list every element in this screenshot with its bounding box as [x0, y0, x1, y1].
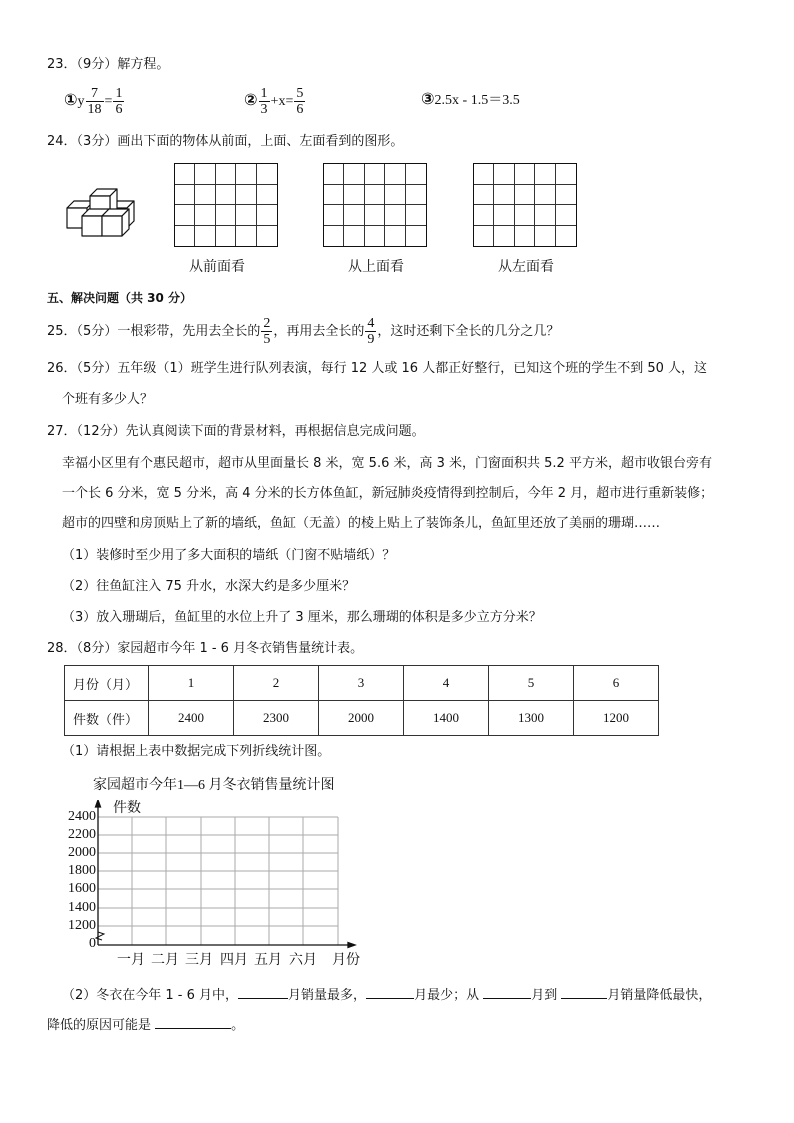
answer-blank[interactable]: [366, 985, 414, 999]
table-cell: 1200: [574, 701, 659, 736]
q28-header: 28．（8分）家园超市今年 1 - 6 月冬衣销售量统计表。: [47, 641, 364, 656]
table-cell: 1: [149, 666, 234, 701]
x-tick: 二月: [151, 953, 179, 968]
table-cell: 5: [489, 666, 574, 701]
y-tick: 0: [89, 936, 96, 951]
y-tick: 2400: [68, 809, 96, 824]
q27-material-3: 超市的四壁和房顶贴上了新的墙纸，鱼缸（无盖）的棱上贴上了装饰条儿，鱼缸里还放了美丽的珊瑚……: [62, 516, 661, 531]
marker-2: ②: [244, 90, 258, 109]
x-tick: 三月: [185, 953, 213, 968]
q28-sub2-line1: （2）冬衣在今年 1 - 6 月中， 月销量最多， 月最少；从 月到 月销量降低最快，: [62, 985, 711, 1004]
fraction: $\frac{7}{18}$: [87, 86, 102, 117]
line-chart-grid[interactable]: [85, 800, 360, 950]
table-cell: 1400: [404, 701, 489, 736]
caption-top-view: 从上面看: [348, 260, 404, 275]
sales-table: [64, 665, 659, 736]
equation-3: ③2.5x - 1.5＝3.5: [421, 89, 520, 108]
q27-header: 27．（12分）先认真阅读下面的背景材料，再根据信息完成问题。: [47, 424, 425, 439]
fraction: $\frac{2}{5}$: [263, 316, 271, 347]
y-tick: 2200: [68, 827, 96, 842]
equation-1: ①y $\frac{7}{18}$ = $\frac{1}{6}$: [64, 86, 123, 117]
table-cell: 3: [319, 666, 404, 701]
fraction: $\frac{1}{6}$: [115, 86, 123, 117]
q23-header: 23．（9分）解方程。: [47, 57, 170, 72]
table-row-counts: [65, 701, 659, 736]
q26-line1: 26．（5分）五年级（1）班学生进行队列表演，每行 12 人或 16 人都正好整行，已知这个班的学生不到 50 人，这: [47, 361, 708, 376]
fraction: $\frac{4}{9}$: [367, 316, 375, 347]
grid-front-view[interactable]: [174, 163, 278, 247]
chart-title: 家园超市今年1—6 月冬衣销售量统计图: [93, 778, 335, 793]
q28-sub2-line2: 降低的原因可能是 。: [47, 1015, 244, 1034]
table-row-months: [65, 666, 659, 701]
marker-3: ③: [421, 89, 435, 108]
y-tick: 1800: [68, 863, 96, 878]
equation-2: ② $\frac{1}{3}$ +x= $\frac{5}{6}$: [244, 86, 304, 117]
x-tick: 一月: [117, 953, 145, 968]
row-header: 件数（件）: [65, 701, 149, 736]
table-cell: 6: [574, 666, 659, 701]
section-title: 五、解决问题（共 30 分）: [47, 291, 193, 305]
q24-header: 24．（3分）画出下面的物体从前面，上面、左面看到的图形。: [47, 134, 404, 149]
caption-left-view: 从左面看: [498, 260, 554, 275]
q27-sub1: （1）装修时至少用了多大面积的墙纸（门窗不贴墙纸）？: [62, 548, 396, 563]
y-axis-label: 件数: [113, 801, 141, 816]
table-cell: 4: [404, 666, 489, 701]
marker-1: ①: [64, 90, 78, 109]
q27-material-1: 幸福小区里有个惠民超市，超市从里面量长 8 米，宽 5.6 米，高 3 米，门窗面积共 5.2 平方米，超市收银台旁有: [62, 456, 712, 471]
grid-top-view[interactable]: [323, 163, 427, 247]
caption-front-view: 从前面看: [189, 260, 245, 275]
q28-sub1: （1）请根据上表中数据完成下列折线统计图。: [62, 744, 331, 759]
q27-sub3: （3）放入珊瑚后，鱼缸里的水位上升了 3 厘米，那么珊瑚的体积是多少立方分米？: [62, 610, 542, 625]
y-tick: 1200: [68, 918, 96, 933]
grid-left-view[interactable]: [473, 163, 577, 247]
cube-stack-figure: [62, 188, 162, 253]
table-cell: 2300: [234, 701, 319, 736]
answer-blank[interactable]: [483, 985, 531, 999]
answer-blank[interactable]: [155, 1015, 231, 1029]
y-tick: 2000: [68, 845, 96, 860]
x-tick: 四月: [220, 953, 248, 968]
x-axis-label: 月份: [332, 953, 360, 968]
q26-line2: 个班有多少人？: [62, 392, 154, 407]
y-tick: 1400: [68, 900, 96, 915]
table-cell: 2: [234, 666, 319, 701]
y-tick: 1600: [68, 881, 96, 896]
table-cell: 1300: [489, 701, 574, 736]
q27-material-2: 一个长 6 分米，宽 5 分米，高 4 分米的长方体鱼缸，新冠肺炎疫情得到控制后，今年 2 月，超市进行重新装修；: [62, 486, 714, 501]
answer-blank[interactable]: [238, 985, 288, 999]
table-cell: 2400: [149, 701, 234, 736]
table-cell: 2000: [319, 701, 404, 736]
q27-sub2: （2）往鱼缸注入 75 升水，水深大约是多少厘米？: [62, 579, 356, 594]
x-tick: 五月: [254, 953, 282, 968]
fraction: $\frac{1}{3}$: [260, 86, 268, 117]
answer-blank[interactable]: [561, 985, 607, 999]
fraction: $\frac{5}{6}$: [296, 86, 304, 117]
q25-text: 25．（5分）一根彩带，先用去全长的 $\frac{2}{5}$ ，再用去全长的 $\frac{4}{9}$ ，这时还剩下全长的几分之几？: [47, 316, 560, 347]
x-tick: 六月: [289, 953, 317, 968]
row-header: 月份（月）: [65, 666, 149, 701]
